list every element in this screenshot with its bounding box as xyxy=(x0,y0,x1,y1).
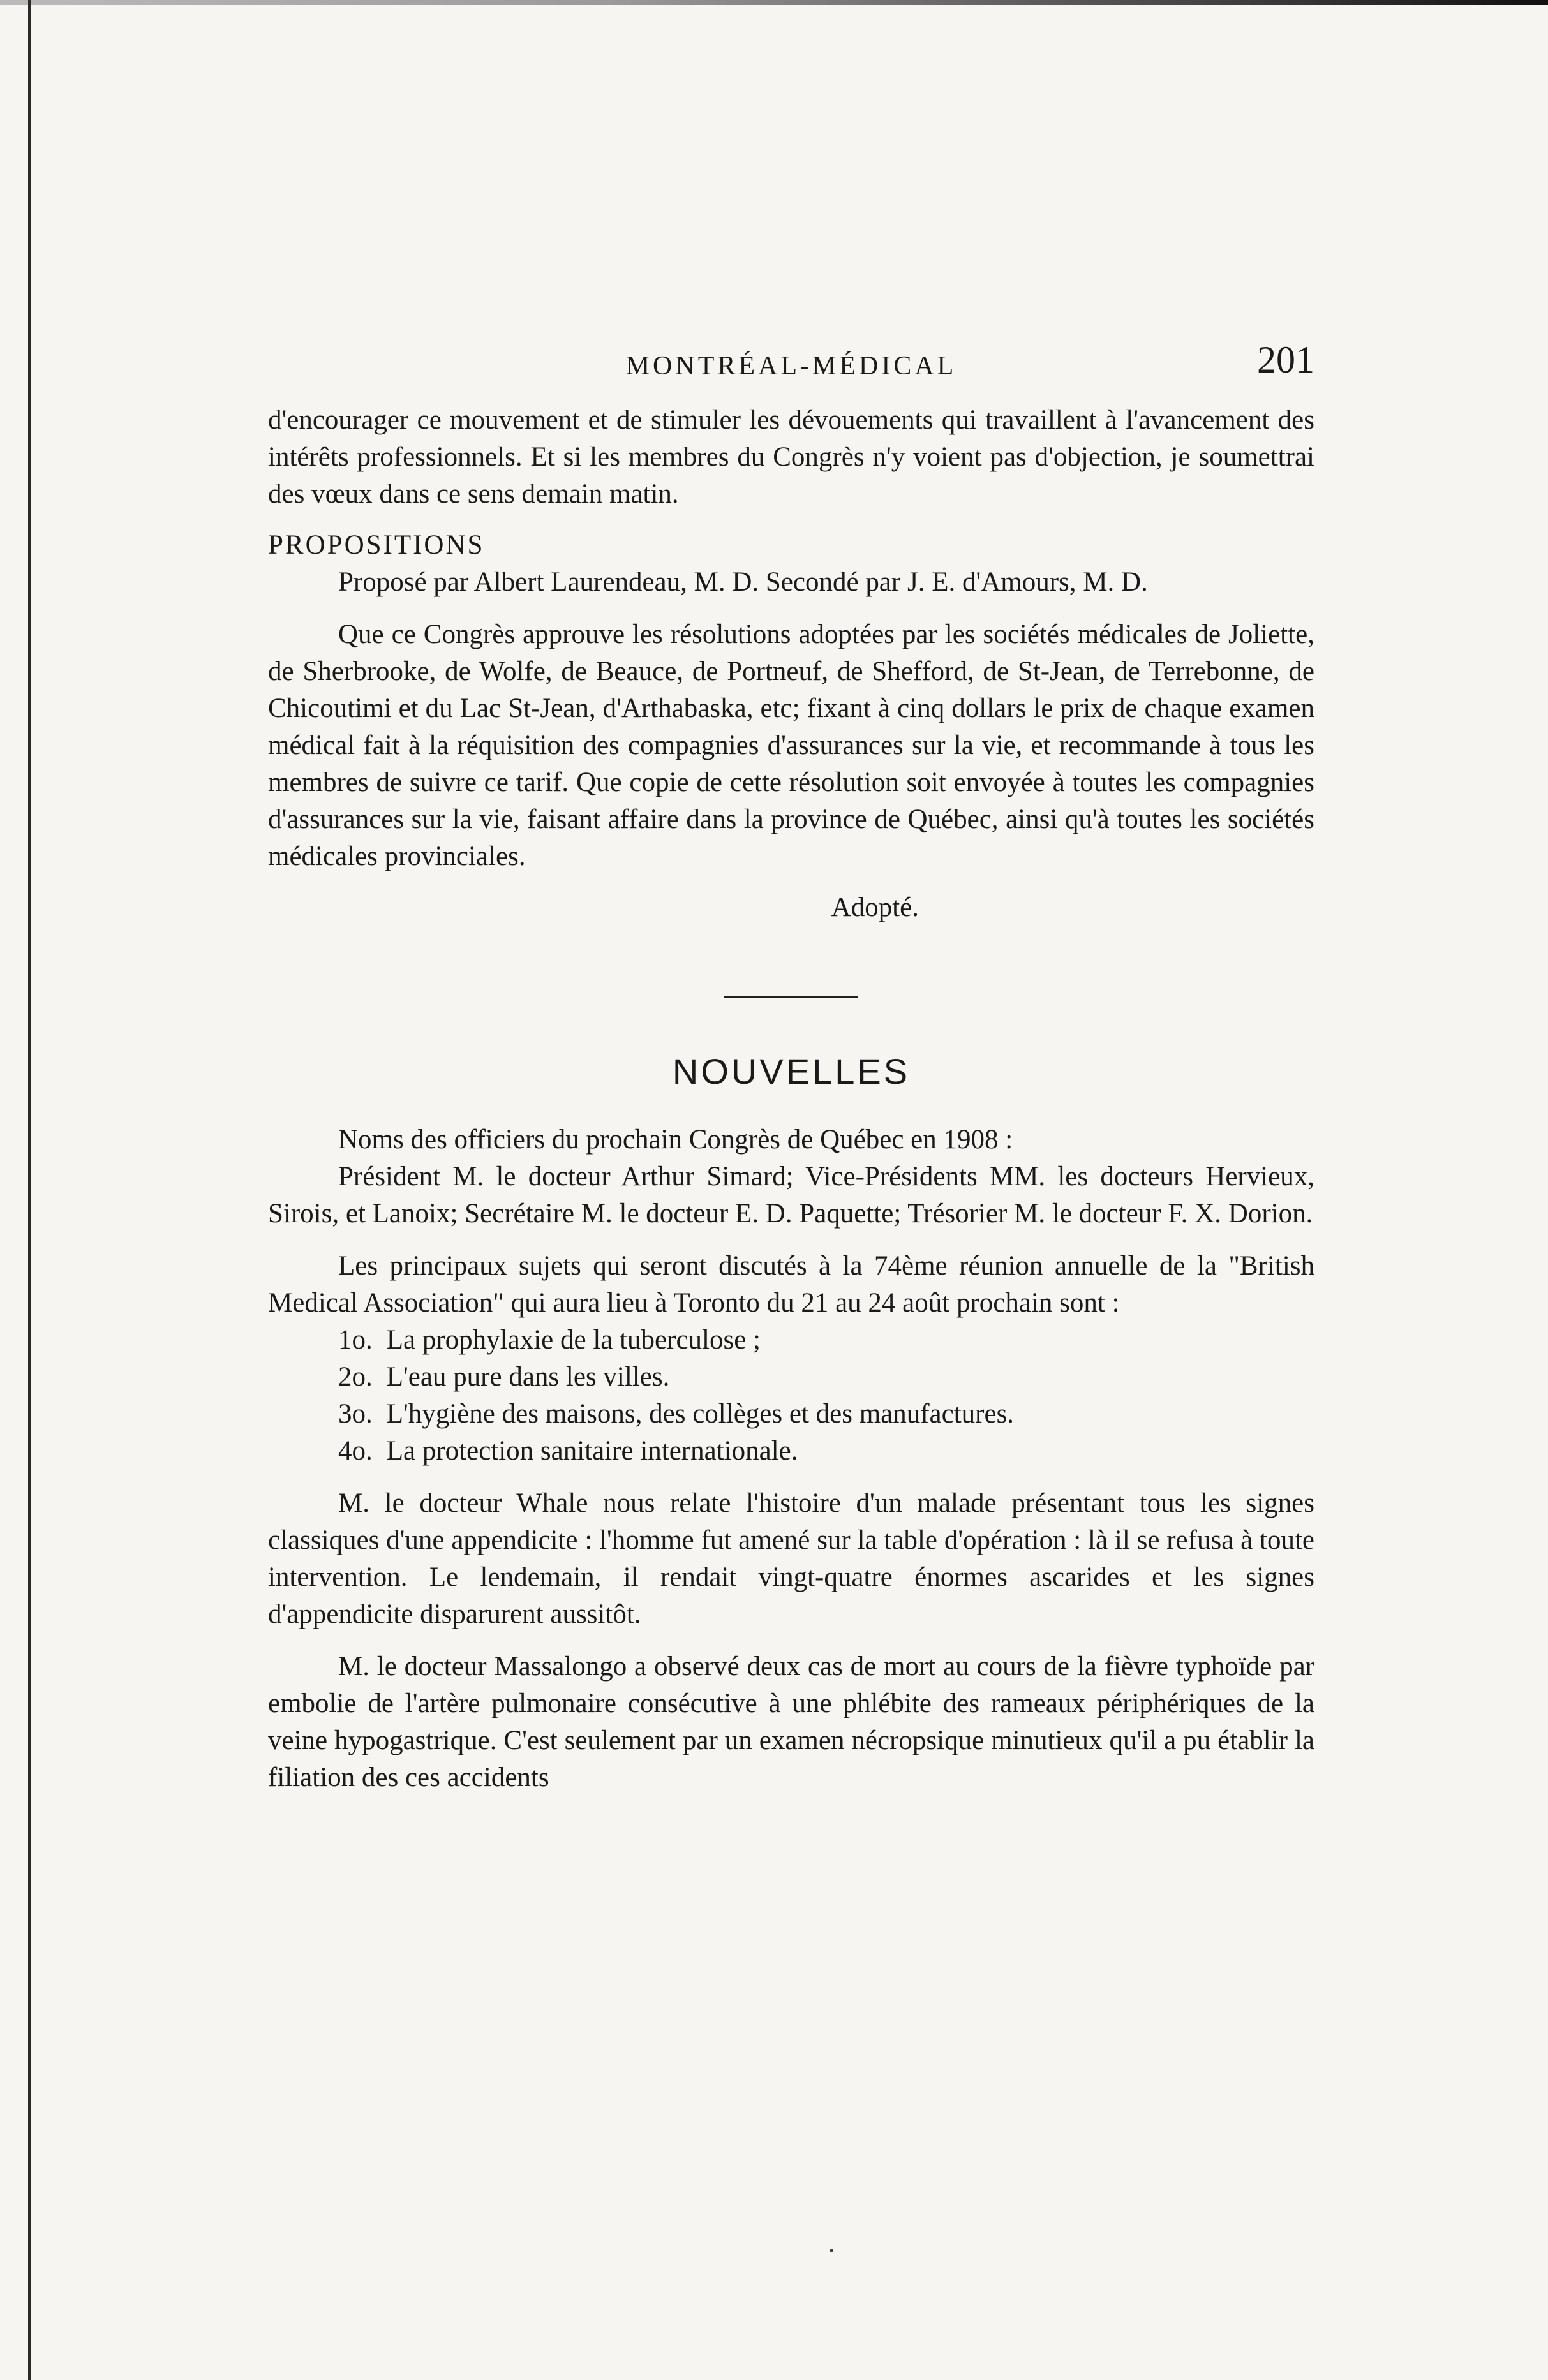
proposer-line: Proposé par Albert Laurendeau, M. D. Secondé par J. E. d'Amours, M. D. xyxy=(338,567,1148,597)
list-item xyxy=(268,1396,1314,1433)
running-title: MONTRÉAL-MÉDICAL xyxy=(625,351,957,381)
list-item-text: L'hygiène des maisons, des collèges et des manufactures. xyxy=(386,1399,1015,1429)
list-item xyxy=(268,1433,1314,1470)
bma-intro: Les principaux sujets qui seront discutés à la 74ème réunion annuelle de la "British Medical Association" qui aura lieu à Toronto du 21 au 24 août prochain sont : xyxy=(268,1251,1314,1318)
section-divider xyxy=(724,996,858,998)
list-item-number: 3o. xyxy=(338,1399,373,1429)
topics-list xyxy=(268,1322,1314,1470)
adopted-label: Adopté. xyxy=(831,892,919,922)
propositions-title: PROPOSITIONS xyxy=(268,530,485,560)
page-header xyxy=(268,339,1314,402)
list-item-number: 2o. xyxy=(338,1362,373,1392)
intro-paragraph: d'encourager ce mouvement et de stimuler les dévouements qui travaillent à l'avancement des intérêts professionnels. Et si les membres du Congrès n'y voient pas d'objection, je soumettrai des vœux dans ce sens demain matin. xyxy=(268,405,1314,509)
speck xyxy=(830,2249,833,2252)
list-item-text: La protection sanitaire internationale. xyxy=(386,1436,798,1466)
scan-left-edge xyxy=(28,0,31,2380)
list-item xyxy=(268,1322,1314,1359)
officers-intro: Noms des officiers du prochain Congrès de Québec en 1908 : xyxy=(338,1125,1013,1155)
massalongo-paragraph: M. le docteur Massalongo a observé deux cas de mort au cours de la fièvre typhoïde par embolie de l'artère pulmonaire consécutive à une phlébite des rameaux périphériques de la veine hypogastrique. C'est seulement par un examen nécropsique minutieux qu'il a pu établir la filiation des ces accidents xyxy=(268,1652,1314,1792)
list-item-text: La prophylaxie de la tuberculose ; xyxy=(386,1325,761,1355)
list-item-text: L'eau pure dans les villes. xyxy=(386,1362,670,1392)
resolution-paragraph: Que ce Congrès approuve les résolutions adoptées par les sociétés médicales de Joliette, de Sherbrooke, de Wolfe, de Beauce, de Portneuf, de Shefford, de St-Jean, de Terrebonne, de Chicoutimi et du Lac St-Jean, d'Arthabaska, etc; fixant à cinq dollars le prix de chaque examen médical fait à la réquisition des compagnies d'assurances sur la vie, et recommande à tous les membres de suivre ce tarif. Que copie de cette résolution soit envoyée à toutes les compagnies d'assurances sur la vie, faisant affaire dans la province de Québec, ainsi qu'à toutes les sociétés médicales provinciales. xyxy=(268,619,1314,871)
list-item xyxy=(268,1359,1314,1396)
scan-top-edge xyxy=(0,0,1548,5)
whale-paragraph: M. le docteur Whale nous relate l'histoire d'un malade présentant tous les signes classiques d'une appendicite : l'homme fut amené sur la table d'opération : là il se refusa à toute intervention. Le lendemain, il rendait vingt-quatre énormes ascarides et les signes d'appendicite disparurent aussitôt. xyxy=(268,1488,1314,1629)
page xyxy=(268,339,1314,1796)
officers-paragraph: Président M. le docteur Arthur Simard; Vice-Présidents MM. les docteurs Hervieux, Sirois, et Lanoix; Secrétaire M. le docteur E. D. Paquette; Trésorier M. le docteur F. X. Dorion. xyxy=(268,1162,1314,1229)
page-number: 201 xyxy=(1257,339,1314,381)
nouvelles-title: NOUVELLES xyxy=(672,1051,911,1091)
list-item-number: 1o. xyxy=(338,1325,373,1355)
list-item-number: 4o. xyxy=(338,1436,373,1466)
